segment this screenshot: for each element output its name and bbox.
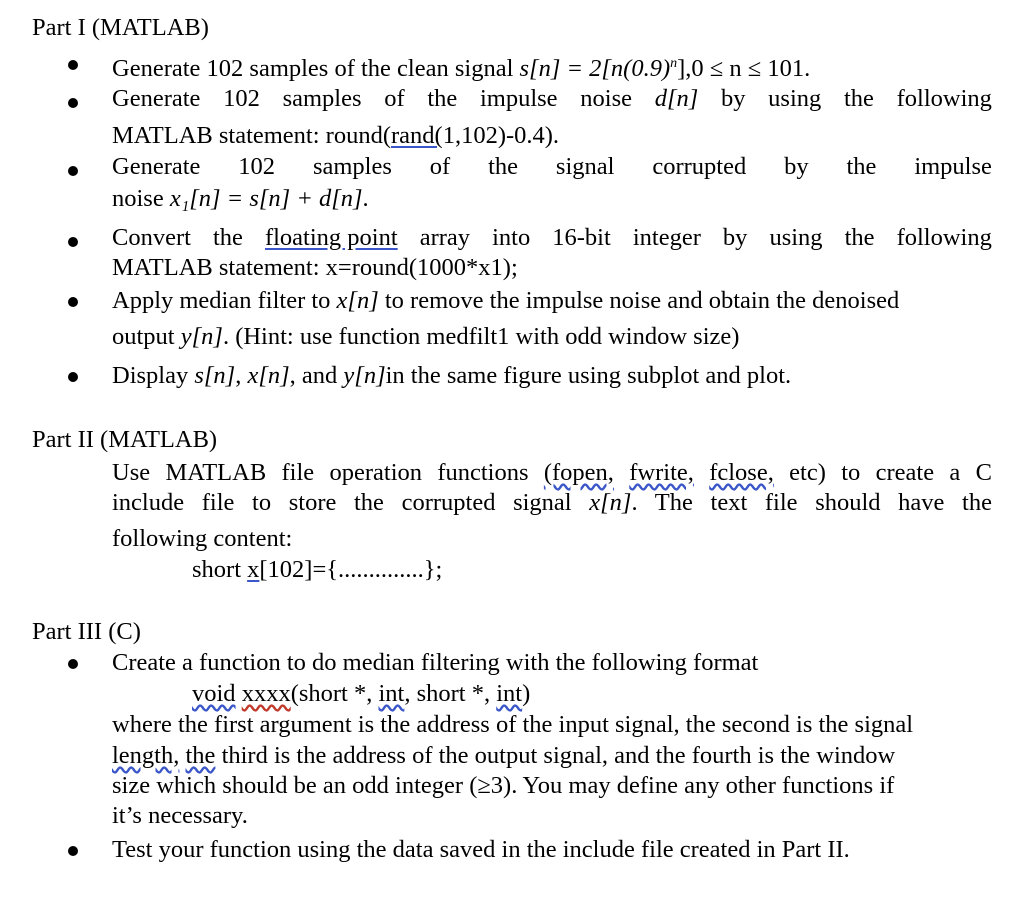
part2-heading: Part II (MATLAB): [32, 426, 218, 453]
part2-line1: [112, 458, 992, 488]
text: ): [522, 680, 531, 707]
word: Generate: [112, 153, 201, 180]
spellcheck-underline: x: [247, 556, 260, 583]
word: noise: [580, 85, 632, 112]
bullet-dot: [68, 297, 78, 307]
part1-bullet3-line1: [112, 152, 992, 182]
word: etc): [789, 459, 826, 486]
spellcheck-underline: the: [185, 742, 216, 769]
text: . The text file should have the: [631, 489, 992, 516]
bullet-dot: [68, 60, 78, 70]
part1-bullet5-line2: [112, 322, 739, 352]
signal-symbol: x[n]: [247, 362, 290, 389]
part1-bullet4-line1: [112, 223, 992, 253]
part1-heading: Part I (MATLAB): [32, 14, 209, 41]
word: the: [843, 85, 874, 112]
text: short: [192, 556, 248, 583]
text: MATLAB statement: round(: [112, 122, 391, 149]
part3-function-signature: [192, 679, 530, 709]
part2-line2: [112, 488, 992, 518]
part1-bullet2-line2: [112, 121, 559, 151]
text: include file to store the corrupted signal: [112, 489, 590, 516]
corrupted-signal-equation: x₁[n] = s[n] + d[n]: [169, 185, 363, 212]
text: , and: [289, 362, 344, 389]
word: 102: [223, 85, 260, 112]
bullet-dot: [68, 846, 78, 856]
word: by: [720, 85, 746, 112]
text: Apply median filter to: [112, 287, 337, 314]
part3-bullet1-line3: where the first argument is the address of the input signal, the second is the signal: [112, 711, 914, 738]
word: by: [784, 153, 809, 180]
part1-bullet6: [112, 361, 791, 391]
word: following: [896, 85, 992, 112]
text: (short *,: [290, 680, 379, 707]
word: by: [722, 224, 748, 251]
text: , short *,: [404, 680, 497, 707]
b1-text: Generate 102 samples of the clean signal: [112, 55, 520, 83]
exponent-n: n: [670, 56, 678, 71]
word: C: [975, 459, 992, 486]
word: the: [427, 85, 458, 112]
bullet-dot: [68, 237, 78, 247]
word: impulse: [914, 153, 992, 180]
word: of: [384, 85, 405, 112]
spellcheck-underline: int: [378, 680, 405, 707]
word: of: [429, 153, 451, 180]
word: Generate: [112, 85, 201, 112]
bullet-dot: [68, 659, 78, 669]
clean-signal-equation: s[n] = 2[n(0.9): [519, 55, 671, 83]
part2-line3: following content:: [112, 525, 293, 552]
word: signal: [555, 153, 615, 180]
spellcheck-underline: (fopen,: [543, 459, 614, 486]
part3-bullet1-line5: size which should be an odd integer (≥3). You may define any other functions if: [112, 772, 895, 799]
part3-bullet1-line6: it’s necessary.: [112, 802, 248, 829]
part1-bullet3-line2: [112, 184, 369, 214]
word: integer: [632, 224, 701, 251]
text: ,: [235, 362, 248, 389]
word: the: [846, 153, 877, 180]
part3-heading: Part III (C): [32, 618, 141, 645]
spellcheck-underline: rand(: [391, 122, 443, 149]
bullet-dot: [68, 98, 78, 108]
word: create: [875, 459, 935, 486]
word: samples: [282, 85, 362, 112]
signal-symbol: x[n]: [589, 489, 632, 516]
word: the: [844, 224, 875, 251]
word: the: [212, 224, 243, 251]
word: MATLAB: [165, 459, 267, 486]
spellcheck-underline: fclose,: [709, 459, 774, 486]
word: corrupted: [652, 153, 747, 180]
word: the: [488, 153, 519, 180]
spellcheck-underline: void: [192, 680, 236, 707]
part2-code: [192, 555, 442, 585]
clean-symbol: s[n]: [194, 362, 236, 389]
word: 16-bit: [552, 224, 611, 251]
part3-bullet1-line4: [112, 741, 895, 771]
word: impulse: [479, 85, 558, 112]
part1-bullet4-line2: MATLAB statement: x=round(1000*x1);: [112, 254, 518, 281]
text: 1,102)-0.4).: [442, 122, 560, 149]
text: Display: [112, 362, 195, 389]
word: into: [492, 224, 531, 251]
text: . (Hint: use function medfilt1 with odd window size): [222, 323, 740, 350]
word: array: [419, 224, 471, 251]
part3-bullet2: Test your function using the data saved in the include file created in Part II.: [112, 836, 850, 863]
word: 102: [238, 153, 276, 180]
output-symbol: y[n]: [343, 362, 386, 389]
word: functions: [437, 459, 529, 486]
text: output: [112, 323, 181, 350]
text: noise: [112, 185, 170, 212]
text: third is the address of the output signal, and the fourth is the window: [215, 742, 896, 769]
word: samples: [312, 153, 392, 180]
part3-bullet1-line1: Create a function to do median filtering with the following format: [112, 649, 759, 676]
word: following: [896, 224, 992, 251]
part1-bullet2-line1: [112, 84, 992, 114]
part1-bullet1: [112, 49, 810, 84]
text: .: [362, 185, 369, 212]
spellcheck-underline: fwrite,: [629, 459, 694, 486]
b1-range: ],0 ≤ n ≤ 101.: [677, 55, 811, 83]
text: to remove the impulse noise and obtain the denoised: [378, 287, 900, 314]
part1-bullet5-line1: [112, 286, 899, 316]
word: operation: [329, 459, 423, 486]
noise-symbol: d[n]: [654, 85, 699, 112]
text: in the same figure using subplot and plot.: [385, 362, 792, 389]
word: using: [769, 224, 823, 251]
bullet-dot: [68, 372, 78, 382]
word: to: [841, 459, 861, 486]
bullet-dot: [68, 166, 78, 176]
signal-symbol: x[n]: [336, 287, 379, 314]
word: file: [281, 459, 315, 486]
output-symbol: y[n]: [180, 323, 223, 350]
word: Use: [112, 459, 151, 486]
word: a: [949, 459, 961, 486]
text: [102]={..............};: [259, 556, 443, 583]
spellcheck-underline: xxxx: [241, 680, 291, 707]
spellcheck-underline: floating point: [264, 224, 398, 251]
spellcheck-underline: length,: [112, 742, 180, 769]
word: Convert: [112, 224, 191, 251]
word: using: [768, 85, 822, 112]
spellcheck-underline: int: [496, 680, 523, 707]
